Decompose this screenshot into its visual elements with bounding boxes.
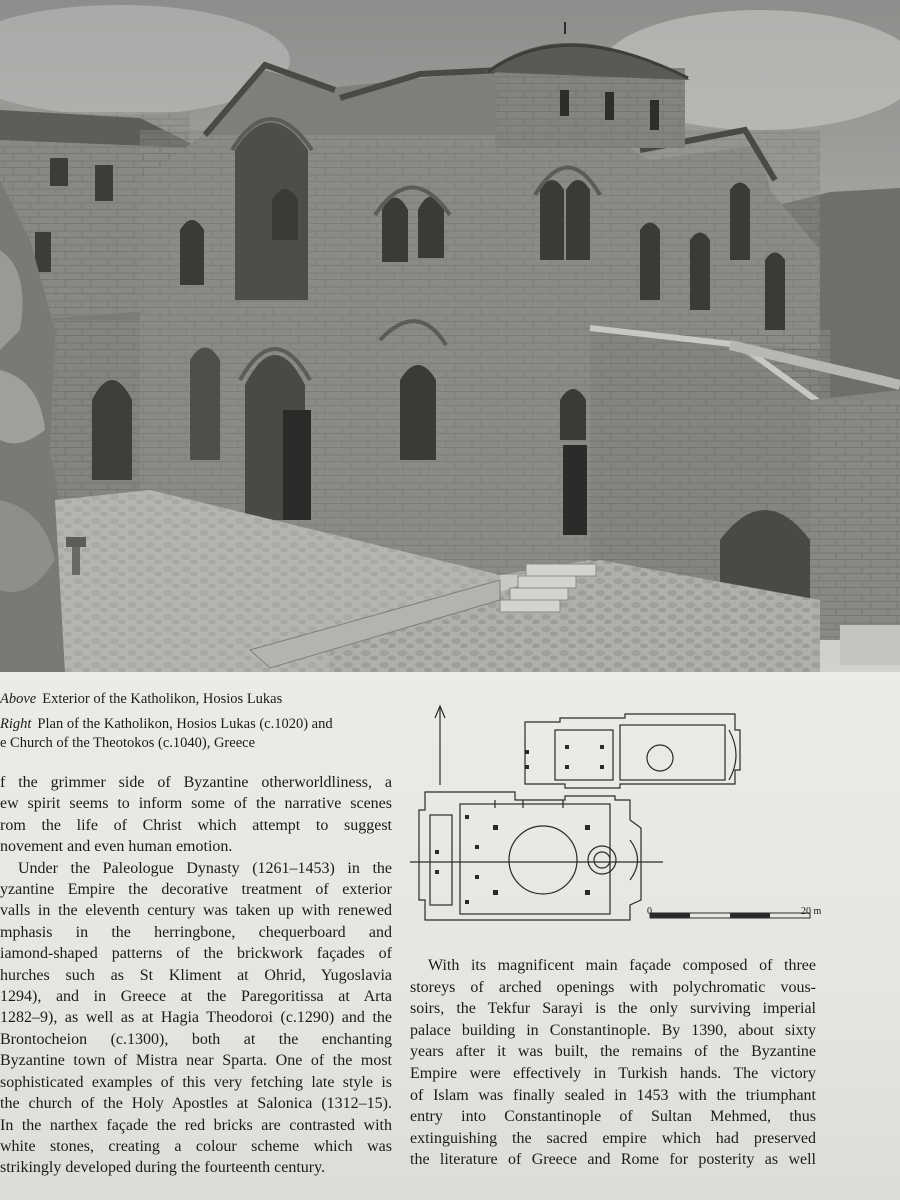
text-line: hurches such as St Kliment at Ohrid, Yugoslavia [0,966,392,984]
caption-right-line2: e Church of the Theotokos (c.1040), Greece [0,735,256,751]
caption-above-lead: Above [0,691,37,707]
text-line: With its magnificent main façade composed of three [428,957,816,974]
caption-right-lead: Right [0,716,32,732]
text-line: In the narthex façade the red bricks are contrasted with [0,1116,392,1134]
text-line: Empire were effectively in Turkish hands. The victory [410,1064,816,1082]
text-line: Brontocheion (c.1300), both at the enchanting [0,1030,392,1048]
scale-label-start: 0 [647,906,652,917]
text-line: Under the Paleologue Dynasty (1261–1453) in the [18,859,392,877]
text-line: white stones, creating a colour scheme which was [0,1137,392,1155]
right-column-text [410,955,816,1171]
caption-right-continued [0,734,255,752]
caption-above-text: Exterior of the Katholikon, Hosios Lukas [42,691,283,707]
text-line: sophisticated examples of this very fetching late style is [0,1073,392,1091]
scale-label-end: 20 m [801,906,822,917]
text-line: of Islam was finally sealed in 1453 with the triumphant [410,1086,816,1104]
katholikon-plan-drawing [405,700,825,930]
text-line: extinguishing the sacred empire which had preserved [410,1129,816,1147]
text-line: Byzantine town of Mistra near Sparta. One of the most [0,1052,392,1070]
text-line: the literature of Greece and Rome for posterity as well [410,1151,816,1169]
text-line: ew spirit seems to inform some of the narrative scenes [0,795,392,813]
text-line: 1294), and in Greece at the Paregoritissa at Arta [0,988,392,1006]
text-line: soirs, the Tekfur Sarayi is the only surviving imperial [410,1000,816,1018]
text-line: mphasis in the herringbone, chequerboard and [0,923,392,941]
text-line: palace building in Constantinople. By 1390, about sixty [410,1021,816,1039]
text-line: the church of the Holy Apostles at Salonica (1312–15). [0,1095,392,1113]
text-line: valls in the eleventh century was taken up with renewed [0,902,392,920]
plan-svg [405,700,825,930]
left-column-text [0,772,392,1179]
caption-above [0,690,282,708]
text-line: 1282–9), as well as at Hagia Theodoroi (c.1290) and the [0,1009,392,1027]
text-line: entry into Constantinople of Sultan Mehmed, thus [410,1108,816,1126]
text-line: storeys of arched openings with polychromatic vous- [410,978,816,996]
text-line: yzantine Empire the decorative treatment of exterior [0,881,392,899]
text-line: years after it was built, the remains of the Byzantine [410,1043,816,1061]
caption-right-line1: Plan of the Katholikon, Hosios Lukas (c.1020) and [37,716,333,732]
caption-right [0,715,333,733]
text-line: rom the life of Christ which attempt to suggest [0,816,392,834]
text-line: iamond-shaped patterns of the brickwork façades of [0,945,392,963]
scale-bar [650,913,810,918]
text-line: f the grimmer side of Byzantine otherworldliness, a [0,774,392,791]
text-line: strikingly developed during the fourteenth century. [0,1159,326,1177]
text-line: novement and even human emotion. [0,838,233,856]
